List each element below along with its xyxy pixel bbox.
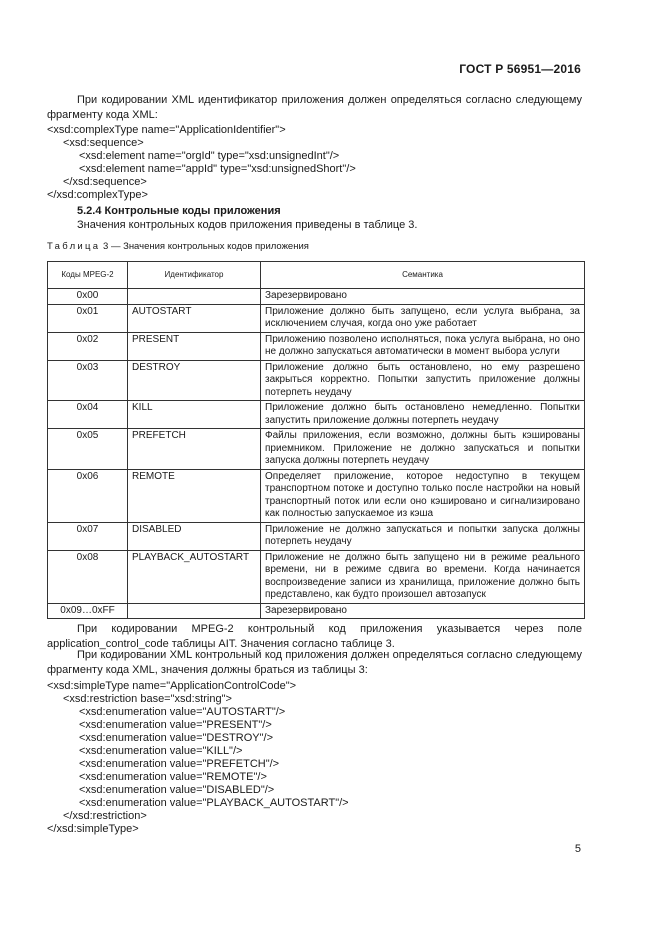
table-header-row bbox=[48, 262, 585, 289]
code-line: <xsd:complexType name="ApplicationIdentifier"> bbox=[47, 124, 286, 136]
table-row bbox=[48, 429, 585, 470]
code-line: <xsd:enumeration value="PREFETCH"/> bbox=[79, 758, 280, 770]
table-row bbox=[48, 304, 585, 332]
code-line: <xsd:element name="orgId" type="xsd:unsignedInt"/> bbox=[79, 150, 340, 162]
cell-semantics: Зарезервировано bbox=[261, 603, 585, 619]
cell-identifier: DESTROY bbox=[128, 360, 261, 401]
cell-code: 0x08 bbox=[48, 550, 128, 603]
code-line: <xsd:simpleType name="ApplicationControlCode"> bbox=[47, 680, 297, 692]
header-mpeg-codes: Коды MPEG-2 bbox=[48, 262, 128, 289]
caption-text: — Значения контрольных кодов приложения bbox=[110, 241, 309, 252]
code-line: <xsd:enumeration value="DISABLED"/> bbox=[79, 784, 275, 796]
cell-identifier: AUTOSTART bbox=[128, 304, 261, 332]
cell-identifier bbox=[128, 603, 261, 619]
table-row bbox=[48, 360, 585, 401]
code-line: <xsd:enumeration value="PRESENT"/> bbox=[79, 719, 272, 731]
cell-code: 0x04 bbox=[48, 401, 128, 429]
cell-identifier: REMOTE bbox=[128, 469, 261, 522]
cell-semantics: Приложению позволено исполняться, пока услуга выбрана, но оно не должно запускаться автоматически в момент выбора услуги bbox=[261, 332, 585, 360]
cell-identifier: PRESENT bbox=[128, 332, 261, 360]
cell-code: 0x03 bbox=[48, 360, 128, 401]
cell-identifier: DISABLED bbox=[128, 522, 261, 550]
cell-semantics: Приложение должно быть запущено, если услуга выбрана, за исключением случая, когда оно уже работает bbox=[261, 304, 585, 332]
section-text: Значения контрольных кодов приложения приведены в таблице 3. bbox=[77, 219, 418, 231]
cell-code: 0x00 bbox=[48, 289, 128, 305]
header-semantics: Семантика bbox=[261, 262, 585, 289]
caption-number: 3 bbox=[103, 241, 109, 252]
cell-identifier: PREFETCH bbox=[128, 429, 261, 470]
code-line: <xsd:enumeration value="DESTROY"/> bbox=[79, 732, 273, 744]
table-row bbox=[48, 401, 585, 429]
table-row bbox=[48, 550, 585, 603]
cell-semantics: Приложение должно быть остановлено немедленно. Попытки запустить приложение должны потерпеть неудачу bbox=[261, 401, 585, 429]
code-line: </xsd:simpleType> bbox=[47, 823, 139, 835]
code-line: <xsd:enumeration value="PLAYBACK_AUTOSTART"/> bbox=[79, 797, 349, 809]
cell-code: 0x06 bbox=[48, 469, 128, 522]
standard-number: ГОСТ Р 56951—2016 bbox=[459, 62, 581, 76]
code-line: <xsd:element name="appId" type="xsd:unsignedShort"/> bbox=[79, 163, 356, 175]
cell-identifier: PLAYBACK_AUTOSTART bbox=[128, 550, 261, 603]
cell-semantics: Зарезервировано bbox=[261, 289, 585, 305]
code-line: <xsd:enumeration value="REMOTE"/> bbox=[79, 771, 267, 783]
table-row bbox=[48, 603, 585, 619]
cell-identifier bbox=[128, 289, 261, 305]
table-row bbox=[48, 469, 585, 522]
page-number: 5 bbox=[574, 843, 581, 855]
code-line: <xsd:sequence> bbox=[63, 137, 144, 149]
header-identifier: Идентификатор bbox=[128, 262, 261, 289]
table-row bbox=[48, 289, 585, 305]
table-row bbox=[48, 522, 585, 550]
intro-paragraph: При кодировании XML идентификатор приложения должен определяться согласно следующему фрагменту кода XML: bbox=[47, 94, 582, 121]
cell-semantics: Определяет приложение, которое недоступно в текущем транспортном потоке и доступно только после настройки на новый транспортный поток или если оно кэшировано и сигнализировано как полностью запускаемое из кэша bbox=[261, 469, 585, 522]
section-heading: 5.2.4 Контрольные коды приложения bbox=[77, 205, 281, 217]
cell-code: 0x01 bbox=[48, 304, 128, 332]
cell-code: 0x09…0xFF bbox=[48, 603, 128, 619]
cell-code: 0x07 bbox=[48, 522, 128, 550]
cell-semantics: Приложение не должно запускаться и попытки запуска должны потерпеть неудачу bbox=[261, 522, 585, 550]
cell-code: 0x05 bbox=[48, 429, 128, 470]
table-row bbox=[48, 332, 585, 360]
cell-semantics: Файлы приложения, если возможно, должны быть кэшированы приемником. Приложение не должно запускаться и попытки запуска должны потерпеть неудачу bbox=[261, 429, 585, 470]
code-line: <xsd:restriction base="xsd:string"> bbox=[63, 693, 232, 705]
code-line: </xsd:restriction> bbox=[63, 810, 147, 822]
code-line: </xsd:complexType> bbox=[47, 189, 148, 201]
cell-code: 0x02 bbox=[48, 332, 128, 360]
caption-label: Таблица bbox=[47, 241, 101, 252]
cell-semantics: Приложение должно быть остановлено, но ему разрешено закрыться корректно. Попытки запустить приложение должны потерпеть неудачу bbox=[261, 360, 585, 401]
table-caption bbox=[47, 241, 309, 252]
code-line: <xsd:enumeration value="AUTOSTART"/> bbox=[79, 706, 286, 718]
control-codes-table bbox=[47, 261, 585, 619]
cell-semantics: Приложение не должно быть запущено ни в режиме реального времени, ни в режиме сдвига во времени. Когда начинается воспроизведение записи из хранилища, приложение должно быть представлено, как будто произошел автозапуск bbox=[261, 550, 585, 603]
outro-paragraph-2: При кодировании XML контрольный код приложения должен определяться согласно следующему фрагменту кода XML, значения должны браться из таблицы 3: bbox=[47, 649, 582, 676]
outro-paragraph-1: При кодировании MPEG-2 контрольный код приложения указывается через поле application_control_code таблицы AIT. Значения согласно таблице 3. bbox=[47, 623, 582, 650]
cell-identifier: KILL bbox=[128, 401, 261, 429]
code-line: <xsd:enumeration value="KILL"/> bbox=[79, 745, 243, 757]
code-line: </xsd:sequence> bbox=[63, 176, 147, 188]
